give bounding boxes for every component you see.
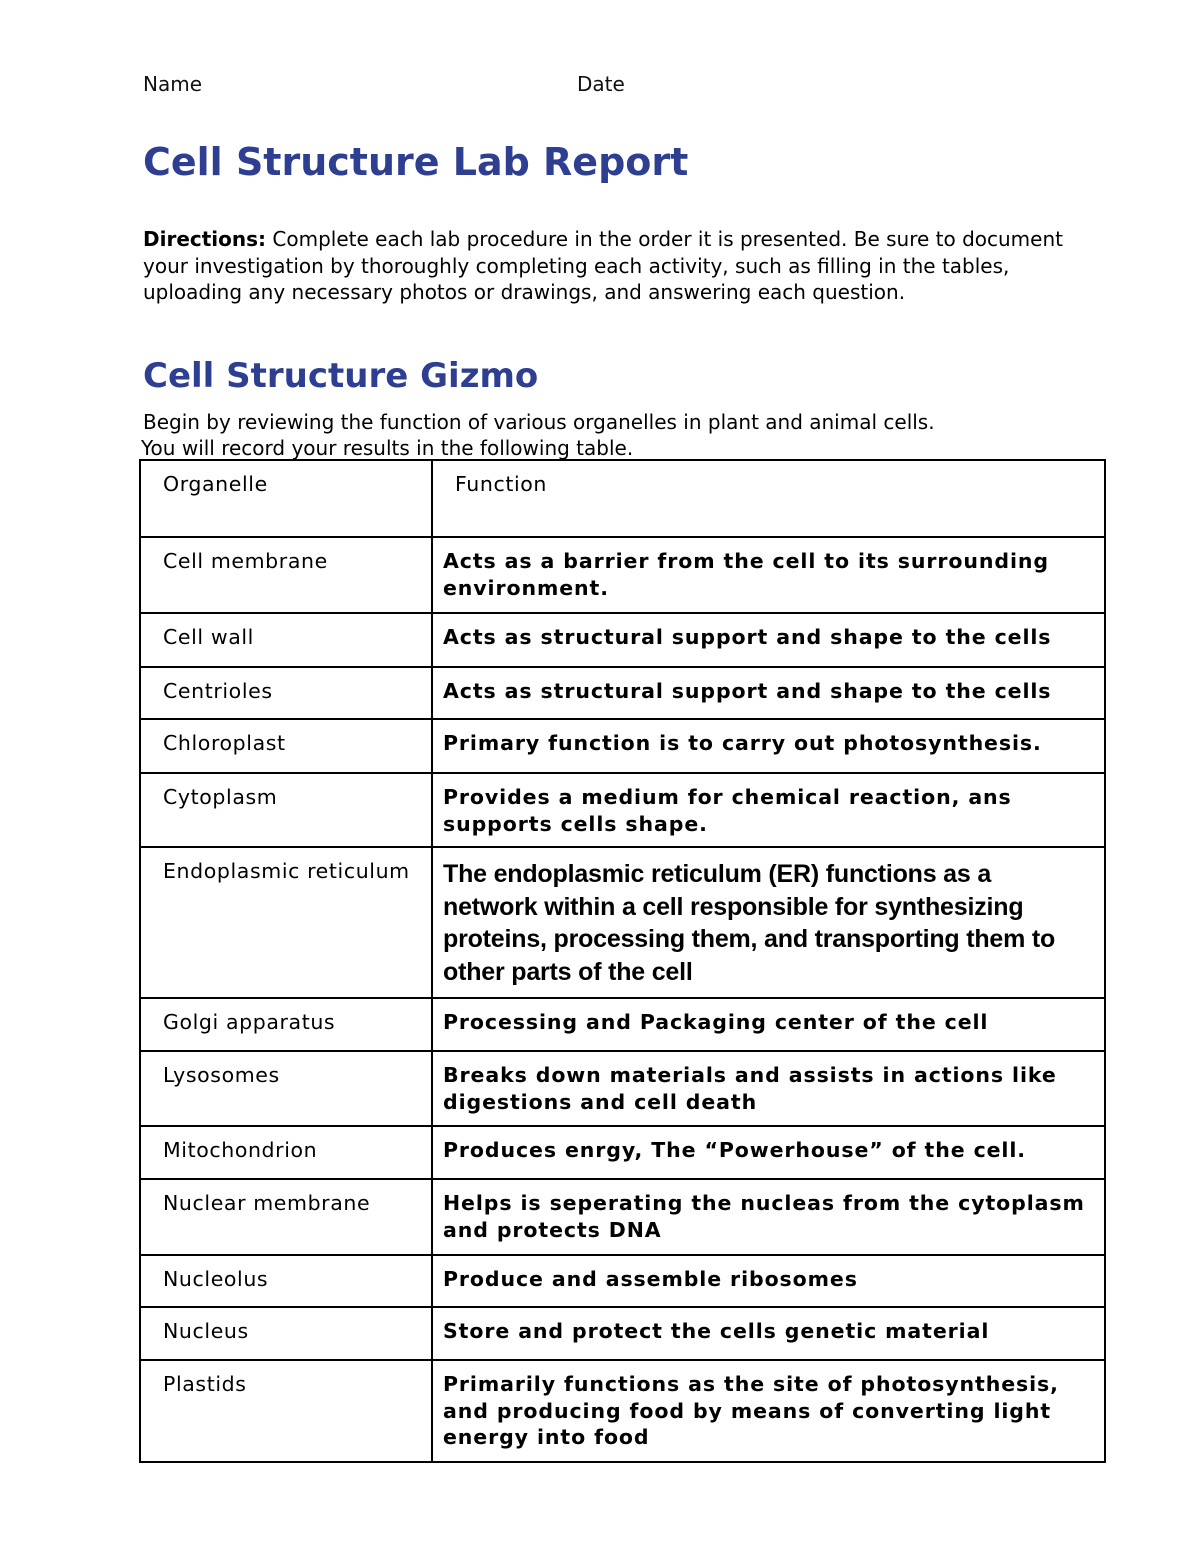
function-cell: Store and protect the cells genetic material — [432, 1307, 1105, 1360]
organelle-cell: Centrioles — [140, 667, 432, 719]
intro-line-1: Begin by reviewing the function of various organelles in plant and animal cells. — [143, 410, 935, 434]
organelle-table — [139, 459, 1106, 1463]
table-row — [140, 1360, 1105, 1462]
organelle-cell: Lysosomes — [140, 1051, 432, 1126]
function-cell: Produce and assemble ribosomes — [432, 1255, 1105, 1307]
function-cell: Acts as a barrier from the cell to its surrounding environment. — [432, 537, 1105, 613]
page-title: Cell Structure Lab Report — [143, 140, 689, 184]
organelle-cell: Cytoplasm — [140, 773, 432, 847]
organelle-cell: Nucleus — [140, 1307, 432, 1360]
organelle-cell: Cell wall — [140, 613, 432, 667]
table-row — [140, 537, 1105, 613]
table-row — [140, 719, 1105, 773]
date-label: Date — [577, 72, 625, 96]
table-row — [140, 613, 1105, 667]
function-cell: Primary function is to carry out photosynthesis. — [432, 719, 1105, 773]
table-row — [140, 1307, 1105, 1360]
header-function: Function — [432, 460, 1105, 537]
organelle-cell: Cell membrane — [140, 537, 432, 613]
directions-paragraph — [143, 226, 1073, 306]
organelle-cell: Golgi apparatus — [140, 998, 432, 1051]
table-row — [140, 1255, 1105, 1307]
organelle-cell: Chloroplast — [140, 719, 432, 773]
directions-text: Complete each lab procedure in the order it is presented. Be sure to document your investigation by thoroughly completing each activity, such as filling in the tables, uploading any necessary photos or drawings, and answering each question. — [143, 227, 1063, 304]
function-cell: Helps is seperating the nucleas from the cytoplasm and protects DNA — [432, 1179, 1105, 1255]
function-cell: Acts as structural support and shape to the cells — [432, 613, 1105, 667]
function-cell: Primarily functions as the site of photosynthesis, and producing food by means of converting light energy into food — [432, 1360, 1105, 1462]
table-row — [140, 847, 1105, 998]
table-row — [140, 998, 1105, 1051]
table-row — [140, 1126, 1105, 1179]
header-organelle: Organelle — [140, 460, 432, 537]
section-title: Cell Structure Gizmo — [143, 356, 539, 396]
table-header-row — [140, 460, 1105, 537]
table-row — [140, 1051, 1105, 1126]
table-row — [140, 1179, 1105, 1255]
function-cell: Provides a medium for chemical reaction, ans supports cells shape. — [432, 773, 1105, 847]
organelle-cell: Nucleolus — [140, 1255, 432, 1307]
function-cell: Processing and Packaging center of the cell — [432, 998, 1105, 1051]
organelle-cell: Endoplasmic reticulum — [140, 847, 432, 998]
name-label: Name — [143, 72, 203, 96]
function-cell: The endoplasmic reticulum (ER) functions as a network within a cell responsible for synthesizing proteins, processing them, and transporting them to other parts of the cell — [432, 847, 1105, 998]
table-row — [140, 773, 1105, 847]
table-row — [140, 667, 1105, 719]
organelle-cell: Plastids — [140, 1360, 432, 1462]
function-cell: Acts as structural support and shape to the cells — [432, 667, 1105, 719]
function-cell: Produces enrgy, The “Powerhouse” of the cell. — [432, 1126, 1105, 1179]
organelle-cell: Nuclear membrane — [140, 1179, 432, 1255]
function-cell: Breaks down materials and assists in actions like digestions and cell death — [432, 1051, 1105, 1126]
organelle-cell: Mitochondrion — [140, 1126, 432, 1179]
section-intro — [143, 409, 1103, 461]
directions-lead: Directions: — [143, 227, 267, 251]
intro-line-2: You will record your results in the following table. — [141, 436, 634, 460]
